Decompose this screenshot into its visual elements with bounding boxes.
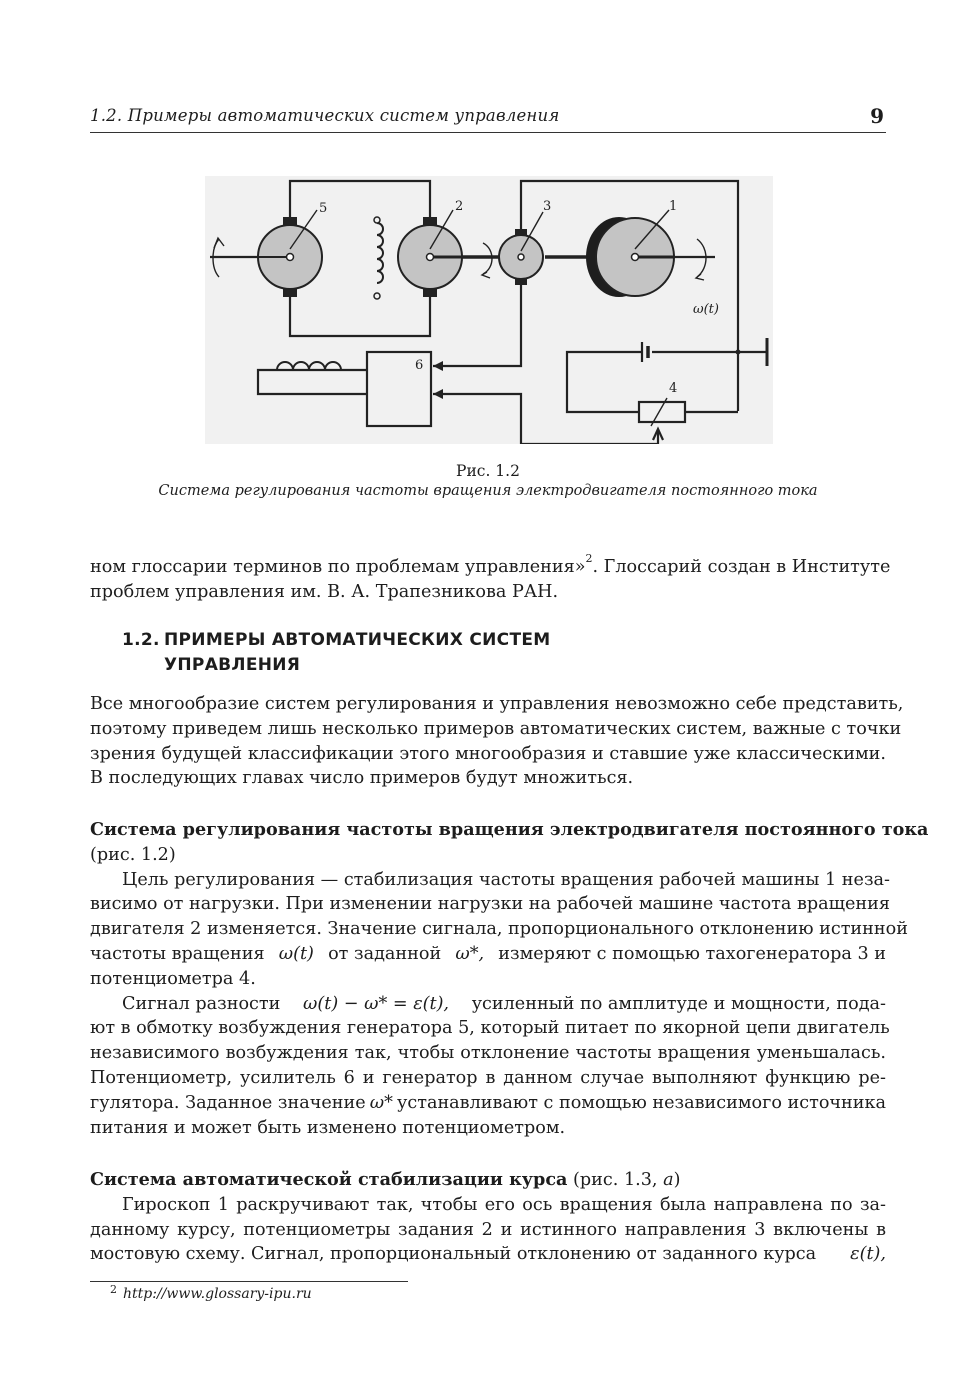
potentiometer-4	[639, 402, 685, 422]
figure-label: Рис. 1.2	[456, 462, 520, 480]
subsection-2-title: Система автоматической стабилизации курса	[90, 1169, 568, 1190]
figure-1-2	[205, 176, 773, 444]
callout-1: 1	[669, 199, 678, 214]
footnote-ref[interactable]: 2	[585, 552, 593, 565]
footnote-marker: 2	[110, 1283, 117, 1296]
callout-3: 3	[543, 199, 552, 214]
section-title-line2: УПРАВЛЕНИЯ	[164, 655, 301, 675]
footnote	[110, 1283, 312, 1302]
footnote-link[interactable]: http://www.glossary-ipu.ru	[123, 1286, 312, 1302]
omega-label: ω(t)	[693, 302, 719, 317]
callout-5: 5	[319, 201, 328, 216]
section-number: 1.2.	[122, 630, 160, 650]
page-number: 9	[870, 104, 884, 128]
section-heading	[122, 628, 550, 678]
figure-caption: Система регулирования частоты вращения электродвигателя постоянного тока	[158, 483, 818, 499]
callout-4: 4	[669, 381, 678, 396]
circuit-diagram	[205, 176, 773, 444]
section-title-line1: ПРИМЕРЫ АВТОМАТИЧЕСКИХ СИСТЕМ	[164, 630, 551, 650]
running-header	[90, 106, 886, 133]
subsection-1-ref: (рис. 1.2)	[90, 844, 176, 865]
intro-paragraph: ном глоссарии терминов по проблемам управления»$^2$. Глоссарий создан в Институте проблем управления им. В. А. Трапезникова РАН.	[90, 552, 891, 602]
footnote-rule	[90, 1281, 408, 1282]
running-title: 1.2. Примеры автоматических систем управления	[90, 106, 560, 125]
subsection-1-title: Система регулирования частоты вращения электродвигателя постоянного тока	[90, 819, 929, 840]
subsection-1: Система регулирования частоты вращения электродвигателя постоянного тока (рис. 1.2) Цель регулирования — стабилизация частоты вращения рабочей машины 1 неза- висимо от нагрузки. При изменении нагрузки на рабочей машине частота вращения двигателя 2 изменяется. Значение сигнала, пропорционального отклонению истинной частоты вращения ω(t) от заданной ω*, измеряют с помощью тахогенератора 3 и потенциометра 4. Сигнал разности ω(t) − ω* = ε(t), усиленный по амплитуде и мощности, пода- ют в обмотку возбуждения генератора 5, который питает по якорной цепи двигатель независимого возбуждения так, чтобы отклонение частоты вращения уменьшалась. Потенциометр, усилитель 6 и генератор в данном случае выполняют функцию ре- гулятора. Заданное значение ω* устанавливают с помощью независимого источника питания и может быть изменено потенциометром.	[90, 819, 929, 1138]
subsection-2: Система автоматической стабилизации курса (рис. 1.3, а) Гироскоп 1 раскручивают так, чтобы его ось вращения была направлена по за- данному курсу, потенциометры задания 2 и истинного направления 3 включены в мостовую схему. Сигнал, пропорциональный отклонению от заданного курса ε(t),	[90, 1169, 886, 1265]
callout-6: 6	[415, 358, 424, 373]
section-paragraph: Все многообразие систем регулирования и управления невозможно себе представить, поэтому приведем лишь несколько примеров автоматических систем, важные с точки зрения будущей классификации этого многообразия и ставшие уже классическими. В последующих главах число примеров будут множиться.	[90, 694, 904, 789]
callout-2: 2	[455, 199, 464, 214]
